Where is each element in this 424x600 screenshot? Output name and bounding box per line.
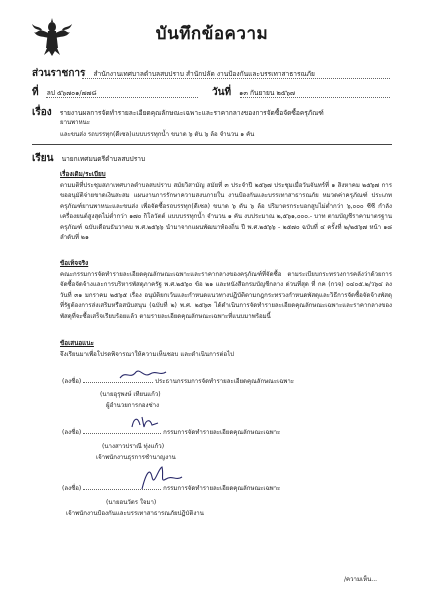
date-underline: [240, 97, 390, 98]
signature-2-role: กรรมการจัดทำรายละเอียดคุณลักษณะเฉพาะ: [163, 429, 281, 436]
signature-1-role: ประธานกรรมการจัดทำรายละเอียดคุณลักษณะเฉพาะ: [155, 378, 295, 385]
document-title: บันทึกข้อความ: [155, 24, 269, 44]
proposal-text: จึงเรียนมาเพื่อโปรดพิจารณาให้ความเห็นชอบ และดำเนินการต่อไป: [60, 351, 235, 358]
signature-3-name: (นายอนวัตร ใจมา): [106, 499, 157, 506]
to-value: นายกเทศมนตรีตำบลสบปราบ: [61, 155, 146, 163]
to-row: [32, 151, 145, 166]
subject-line-1: รายงานผลการจัดทำรายละเอียดคุณลักษณะเฉพาะและราคากลางของการจัดซื้อจัดซื้อครุภัณฑ์: [59, 109, 324, 117]
subject-line-3: และขนส่ง รถบรรทุก(ดีเซล)แบบบรรทุกน้ำ ขนาด ๖ ตัน ๖ ล้อ จำนวน ๑ คัน: [60, 131, 255, 138]
department-underline: [82, 78, 390, 79]
ref-label: ที่: [32, 87, 39, 98]
background-text: ตามมติที่ประชุมสภาเทศบาลตำบลสบปราบ สมัยวิสามัญ สมัยที่ ๓ ประจำปี ๒๕๖๗ ประชุมเมื่อวันจันทร์ที่ ๑ สิงหาคม ๒๕๖๗ การขออนุมัติจ่ายขาดเงินสะสม แผนงานการรักษาความสงบภายใน งานป้องกันและบรรเทาสาธารณภัย หมวดค่าครุภัณฑ์ ประเภทครุภัณฑ์ยานพาหนะและขนส่ง เพื่อจัดซื้อรถบรรทุก(ดีเซล) ขนาด ๖ ตัน ๖ ล้อ ปริมาตรกระบอกสูบไม่ต่ำกว่า ๖,๐๐๐ ซีซี กำลังเครื่องยนต์สูงสุดไม่ต่ำกว่า ๑๗๐ กิโลวัตต์ แบบบรรทุกน้ำ จำนวน ๑ คัน งบประมาณ ๒,๕๖๑,๐๐๐.- บาท ตามบัญชีราคามาตรฐานครุภัณฑ์ ฉบับเดือนธันวาคม พ.ศ.๒๕๖๖ นำมาจากแผนพัฒนาท้องถิ่น ปี พ.ศ.๒๕๖๖ - ๒๕๗๐ ฉบับที่ ๔ ครั้งที่ ๒/๒๕๖๗ หน้า ๑๘ ลำดับที่ ๒๑: [60, 182, 392, 242]
signature-2-name: (นางสาวปราณี ทุ่งแก้ว): [102, 443, 165, 450]
signature-1-position: ผู้อำนวยการกองช่าง: [106, 402, 160, 409]
ref-value: ลป ๕๖๗๐๑/๗๗๘: [46, 89, 97, 97]
department-value: สำนักงานเทศบาลตำบลสบปราบ สำนักปลัด งานป้องกันและบรรเทาสาธารณภัย: [93, 70, 315, 78]
ref-underline: [46, 97, 198, 98]
subject-line-2: ยานพาหนะ: [60, 119, 91, 126]
signature-3-role: กรรมการจัดทำรายละเอียดคุณลักษณะเฉพาะ: [163, 485, 281, 492]
facts-heading: ข้อเท็จจริง: [60, 260, 89, 267]
subject-divider: [32, 144, 392, 145]
signature-2-scribble-icon: [128, 413, 168, 431]
date-value: ๑๓ กันยายน ๒๕๖๗: [239, 89, 295, 97]
signature-2-position: เจ้าพนักงานธุรการชำนาญงาน: [96, 454, 176, 461]
facts-paragraph: [60, 270, 392, 322]
subject-label: เรื่อง: [32, 107, 52, 118]
signature-3-sign-label: (ลงชื่อ): [62, 485, 82, 492]
proposal-heading: ข้อเสนอแนะ: [60, 340, 94, 347]
date-label: วันที่: [212, 87, 232, 98]
signature-1-name: (นายอุรุพงษ์ เทียนแก้ว): [100, 391, 161, 398]
to-label: เรียน: [32, 153, 54, 164]
facts-text: คณะกรรมการจัดทำรายละเอียดคุณลักษณะเฉพาะและราคากลางของครุภัณฑ์ที่จัดซื้อ ตามระเบียบกระทรวงการคลังว่าด้วยการจัดซื้อจัดจ้างและการบริหารพัสดุภาครัฐ พ.ศ.๒๕๖๐ ข้อ ๒๑ และหนังสือกรมบัญชีกลาง ด่วนที่สุด ที่ กค (กวจ) ๐๔๐๕.๒/ว๖๔ ลงวันที่ ๓๑ มกราคม ๒๕๖๕ เรื่อง อนุมัติยกเว้นและกำหนดแนวทางปฏิบัติตามกฎกระทรวงกำหนดพัสดุและวิธีการจัดซื้อจัดจ้างพัสดุที่รัฐต้องการส่งเสริมหรือสนับสนุน (ฉบับที่ ๒) พ.ศ. ๒๕๖๓ ได้ดำเนินการจัดทำรายละเอียดคุณลักษณะเฉพาะและราคากลางของพัสดุที่จะซื้อเสร็จเรียบร้อยแล้ว ตามรายละเอียดคุณลักษณะเฉพาะที่แนบมาพร้อมนี้: [60, 271, 392, 320]
signature-1-sign-label: (ลงชื่อ): [62, 378, 82, 385]
continuation-note: /ความเห็น...: [344, 576, 378, 583]
background-paragraph: [60, 181, 392, 243]
signature-2-line: [62, 427, 280, 437]
signature-1-scribble-icon: [118, 366, 168, 382]
background-heading: เรื่องเดิม/ระเบียบ: [60, 171, 106, 178]
signature-1-line: [62, 376, 294, 386]
signature-3-position: เจ้าพนักงานป้องกันและบรรเทาสาธารณภัยปฏิบัติงาน: [66, 510, 204, 517]
signature-3-scribble-icon: [136, 463, 186, 493]
signature-2-sign-label: (ลงชื่อ): [62, 429, 82, 436]
department-label: ส่วนราชการ: [32, 68, 86, 79]
